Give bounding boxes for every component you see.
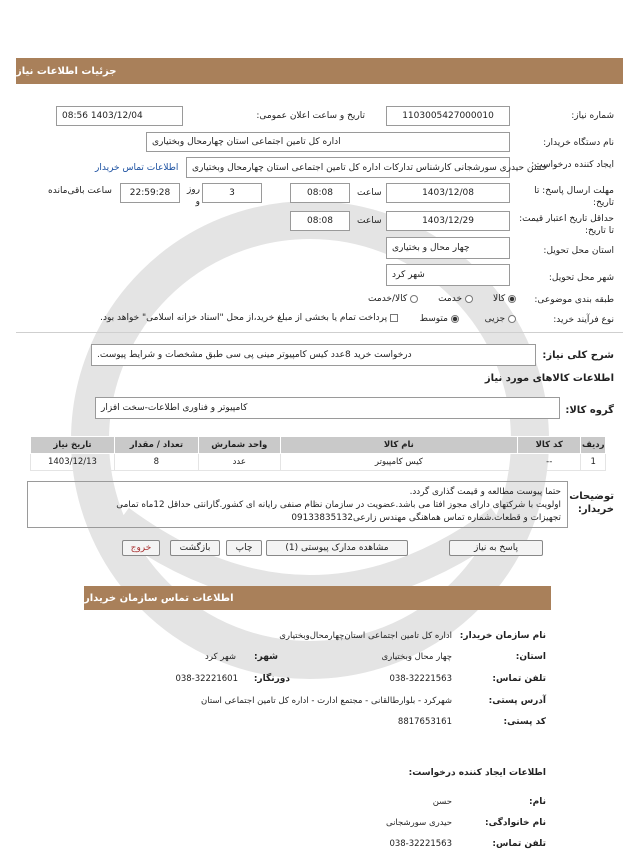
buyer-contact-link[interactable]: اطلاعات تماس خریدار (95, 163, 179, 173)
table-header-row (31, 437, 606, 454)
table-row (31, 454, 606, 471)
city-label: شهر محل تحویل: (548, 273, 614, 283)
col-date: تاریخ نیاز (31, 437, 115, 454)
col-row: ردیف (581, 437, 606, 454)
col-code: کد کالا (518, 437, 581, 454)
process-label: نوع فرآیند خرید: (553, 315, 614, 325)
contact-fax-value: 038-32221601 (175, 674, 238, 684)
page-header (16, 58, 623, 84)
buyer-notes-line: حتما پیوست مطالعه و قیمت گذاری گردد. (409, 487, 561, 497)
buyer-notes-label: توضیحات خریدار: (569, 491, 614, 515)
process-option-minor[interactable] (485, 314, 516, 324)
radio-selected-icon[interactable] (451, 315, 459, 323)
items-table (30, 436, 606, 471)
province-label: استان محل تحویل: (543, 246, 614, 256)
radio-icon[interactable] (465, 295, 473, 303)
cell-unit: عدد (198, 454, 280, 471)
contact-header (84, 586, 551, 610)
radio-icon[interactable] (410, 295, 418, 303)
goods-title: اطلاعات کالاهای مورد نیاز (484, 373, 614, 384)
creator-field (186, 157, 548, 178)
category-goods-label: کالا (492, 294, 506, 304)
contact-city-value: شهر کرد (205, 652, 236, 662)
deadline-label: مهلت ارسال پاسخ: تا تاریخ: (534, 186, 614, 208)
process-options (410, 314, 516, 324)
province-field: چهار محال و بختیاری (386, 237, 510, 259)
radio-selected-icon[interactable] (508, 295, 516, 303)
group-label: گروه کالا: (565, 405, 614, 416)
creator-family-value: حیدری سورشجانی (385, 818, 452, 828)
buyer-notes-line: تجهیزات و قطعات.شماره تماس هماهنگی مهندس زارعی09133835132 (291, 513, 561, 523)
contact-address-label: آدرس پستی: (488, 696, 546, 706)
process-medium-label: متوسط (419, 314, 448, 324)
contact-org-label: نام سازمان خریدار: (459, 631, 546, 641)
contact-postal-label: کد پستی: (503, 717, 546, 727)
reply-button[interactable]: پاسخ به نیاز (449, 540, 543, 556)
process-minor-label: جزیی (484, 314, 506, 324)
deadline-time-label: ساعت (357, 188, 382, 198)
summary-label: شرح کلی نیاز: (542, 350, 614, 361)
contact-province-label: استان: (515, 652, 546, 662)
payment-note: پرداخت تمام یا بخشی از مبلغ خرید،از محل "اسناد خزانه اسلامی" خواهد بود. (100, 313, 388, 323)
col-qty: تعداد / مقدار (114, 437, 198, 454)
city-field: شهر کرد (386, 264, 510, 286)
announce-label: تاریخ و ساعت اعلان عمومی: (256, 111, 365, 121)
radio-icon[interactable] (508, 315, 516, 323)
cell-code: -- (518, 454, 581, 471)
group-field: کامپیوتر و فناوری اطلاعات-سخت افزار (95, 397, 560, 419)
page-header-title: جزئیات اطلاعات نیاز (16, 65, 117, 77)
contact-header-title: اطلاعات تماس سازمان خریدار (84, 592, 234, 604)
remaining-field: 22:59:28 (120, 183, 180, 203)
creator-name-label: نام: (529, 797, 546, 807)
attachments-button[interactable]: مشاهده مدارک پیوستی (1) (266, 540, 408, 556)
contact-city-label: شهر: (254, 652, 278, 662)
category-label: طبقه بندی موضوعی: (534, 295, 614, 305)
category-both-label: کالا/خدمت (368, 294, 408, 304)
days-field: 3 (202, 183, 262, 203)
deadline-date-field: 1403/12/08 (386, 183, 510, 203)
buyer-notes-field (27, 481, 568, 528)
category-options (336, 294, 516, 304)
validity-label: حداقل تاریخ اعتبار قیمت: تا تاریخ: (519, 214, 614, 236)
col-name: نام کالا (280, 437, 517, 454)
exit-button[interactable]: خروج (122, 540, 160, 556)
validity-date-field: 1403/12/29 (386, 211, 510, 231)
contact-org-value: اداره کل تامین اجتماعی استان‌چهارمحال‌وبختیاری (279, 631, 452, 641)
contact-address-value: شهرکرد - بلوارطالقانی - مجتمع ادارت - اداره کل تامین اجتماعی استان (201, 696, 452, 706)
col-unit: واحد شمارش (198, 437, 280, 454)
process-option-medium[interactable] (420, 314, 459, 324)
print-button[interactable]: چاپ (226, 540, 262, 556)
cell-date: 1403/12/13 (31, 454, 115, 471)
creator-phone-label: تلفن تماس: (492, 839, 546, 849)
buyer-org-label: نام دستگاه خریدار: (543, 138, 614, 148)
cell-row: 1 (581, 454, 606, 471)
need-number-field: 1103005427000010 (386, 106, 510, 126)
divider (16, 332, 623, 333)
announce-field: 1403/12/04 08:56 (56, 106, 183, 126)
payment-option[interactable] (52, 313, 398, 323)
creator-family-label: نام خانوادگی: (484, 818, 546, 828)
category-service-label: خدمت (438, 294, 463, 304)
creator-name-value: حسن (432, 797, 452, 807)
category-option-goods[interactable] (493, 294, 516, 304)
validity-time-label: ساعت (357, 216, 382, 226)
category-option-both[interactable] (368, 294, 418, 304)
cell-qty: 8 (114, 454, 198, 471)
back-button[interactable]: بازگشت (170, 540, 220, 556)
contact-postal-value: 8817653161 (397, 717, 452, 727)
category-option-service[interactable] (438, 294, 473, 304)
summary-field: درخواست خرید 8عدد کیس کامپیوتر مینی پی سی طبق مشخصات و شرایط پیوست. (91, 344, 536, 366)
contact-phone-value: 038-32221563 (389, 674, 452, 684)
contact-province-value: چهار محال وبختیاری (381, 652, 452, 662)
creator-value: حسن حیدری سورشجانی کارشناس تدارکات اداره کل تامین اجتماعی استان چهارمحال وبختیاری (192, 162, 548, 173)
checkbox-icon[interactable] (390, 314, 398, 322)
contact-fax-label: دورنگار: (253, 674, 290, 684)
creator-info-title: اطلاعات ایجاد کننده درخواست: (408, 768, 546, 778)
remaining-label: ساعت باقی‌مانده (48, 186, 112, 196)
need-number-label: شماره نیاز: (571, 111, 614, 121)
cell-name: کیس کامپیوتر (280, 454, 517, 471)
deadline-time-field: 08:08 (290, 183, 350, 203)
buyer-org-field: اداره کل تامین اجتماعی استان چهارمحال وبختیاری (146, 132, 510, 152)
days-label: روز و (186, 185, 200, 207)
buyer-notes-line: اولویت با شرکتهای دارای مجوز افتا می باشد.عضویت در سازمان نظام صنفی رایانه ای کشور.گارانتی حداقل 12ماه تمامی (116, 500, 561, 510)
validity-time-field: 08:08 (290, 211, 350, 231)
contact-phone-label: تلفن تماس: (492, 674, 546, 684)
creator-label: ایجاد کننده درخواست: (531, 160, 614, 170)
creator-phone-value: 038-32221563 (389, 839, 452, 849)
